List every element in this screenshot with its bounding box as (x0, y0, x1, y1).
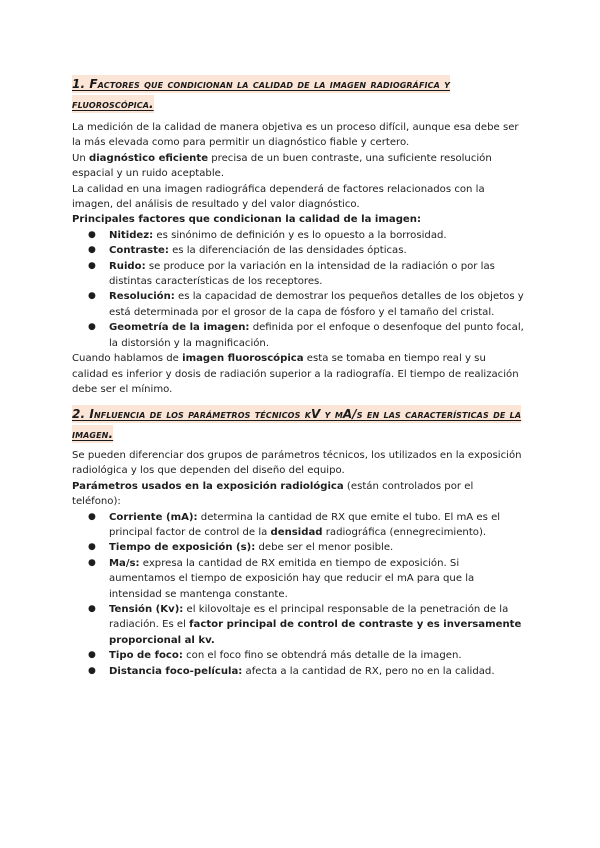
section-2-bullet-list (72, 510, 524, 679)
section-1-heading (72, 74, 524, 114)
section-1-paragraph-1: La medición de la calidad de manera objetiva es un proceso difícil, aunque esa debe ser la más elevada como para permitir un diagnóstico fiable y certero. (72, 122, 519, 149)
bullet-icon: ● (88, 291, 96, 302)
section-2-heading-text: 2. Influencia de los parámetros técnicos kV y mA/s en las características de la imagen. (72, 407, 522, 441)
bullet-icon: ● (88, 229, 96, 240)
bullet-icon: ● (88, 557, 96, 568)
section-2-paragraph-1: Se pueden diferenciar dos grupos de parámetros técnicos, los utilizados en la exposición radiológica y los que dependen del diseño del equipo. (72, 450, 522, 477)
list-item: ● Contraste: es la diferenciación de las densidades ópticas. (72, 243, 524, 258)
bullet-icon: ● (88, 322, 96, 333)
list-item: ● Distancia foco-película: afecta a la cantidad de RX, pero no en la calidad. (72, 664, 524, 679)
list-item: ● Corriente (mA): determina la cantidad de RX que emite el tubo. El mA es el principal factor de control de la densidad radiográfica (ennegrecimiento). (88, 511, 501, 539)
bullet-icon: ● (88, 542, 96, 553)
bullet-icon: ● (88, 511, 96, 522)
section-2-heading (72, 404, 524, 444)
list-item: ● Resolución: es la capacidad de demostrar los pequeños detalles de los objetos y está determinada por el grosor de la capa de fósforo y el tamaño del cristal. (88, 291, 524, 318)
bold-term: imagen fluoroscópica (182, 353, 304, 365)
section-2-list-heading: Parámetros usados en la exposición radiológica (están controlados por el teléfono): (72, 480, 474, 508)
list-item: ● Tensión (Kv): el kilovoltaje es el principal responsable de la penetración de la radiación. Es el factor principal de control de contraste y es inversamente proporcional al kv. (88, 604, 522, 646)
bullet-icon: ● (88, 245, 96, 256)
section-2 (72, 404, 524, 679)
bullet-icon: ● (88, 665, 96, 676)
list-item: ● Nitidez: es sinónimo de definición y es lo opuesto a la borrosidad. (72, 228, 524, 243)
section-1-list-heading: Principales factores que condicionan la calidad de la imagen: (72, 214, 421, 226)
list-item: ● Geometría de la imagen: definida por el enfoque o desenfoque del punto focal, la distorsión y la magnificación. (88, 322, 524, 349)
list-item: ● Tiempo de exposición (s): debe ser el menor posible. (72, 540, 524, 555)
list-item: ● Ma/s: expresa la cantidad de RX emitida en tiempo de exposición. Si aumentamos el tiempo de exposición hay que reducir el mA para que la intensidad se mantenga constante. (88, 557, 475, 600)
section-1-paragraph-4: Cuando hablamos de imagen fluoroscópica esta se tomaba en tiempo real y su calidad es inferior y dosis de radiación superior a la radiografía. El tiempo de realización debe ser el mínimo. (72, 353, 519, 395)
section-1-bullet-list (72, 228, 524, 351)
list-item: ● Tipo de foco: con el foco fino se obtendrá más detalle de la imagen. (72, 648, 524, 663)
bullet-icon: ● (88, 260, 96, 271)
section-1-paragraph-3: La calidad en una imagen radiográfica dependerá de factores relacionados con la imagen, del análisis de resultado y del valor diagnóstico. (72, 183, 485, 211)
bullet-icon: ● (88, 604, 96, 615)
section-1-heading-text: 1. Factores que condicionan la calidad de la imagen radiográfica y fluoroscópica. (72, 77, 451, 111)
section-1-paragraph-2: Un diagnóstico eficiente precisa de un buen contraste, una suficiente resolución espacial y un ruido aceptable. (72, 152, 492, 180)
section-1 (72, 74, 524, 397)
bold-term: diagnóstico eficiente (89, 152, 209, 164)
list-item: ● Ruido: se produce por la variación en la intensidad de la radiación o por las distintas características de los receptores. (88, 260, 495, 288)
bullet-icon: ● (88, 650, 96, 661)
